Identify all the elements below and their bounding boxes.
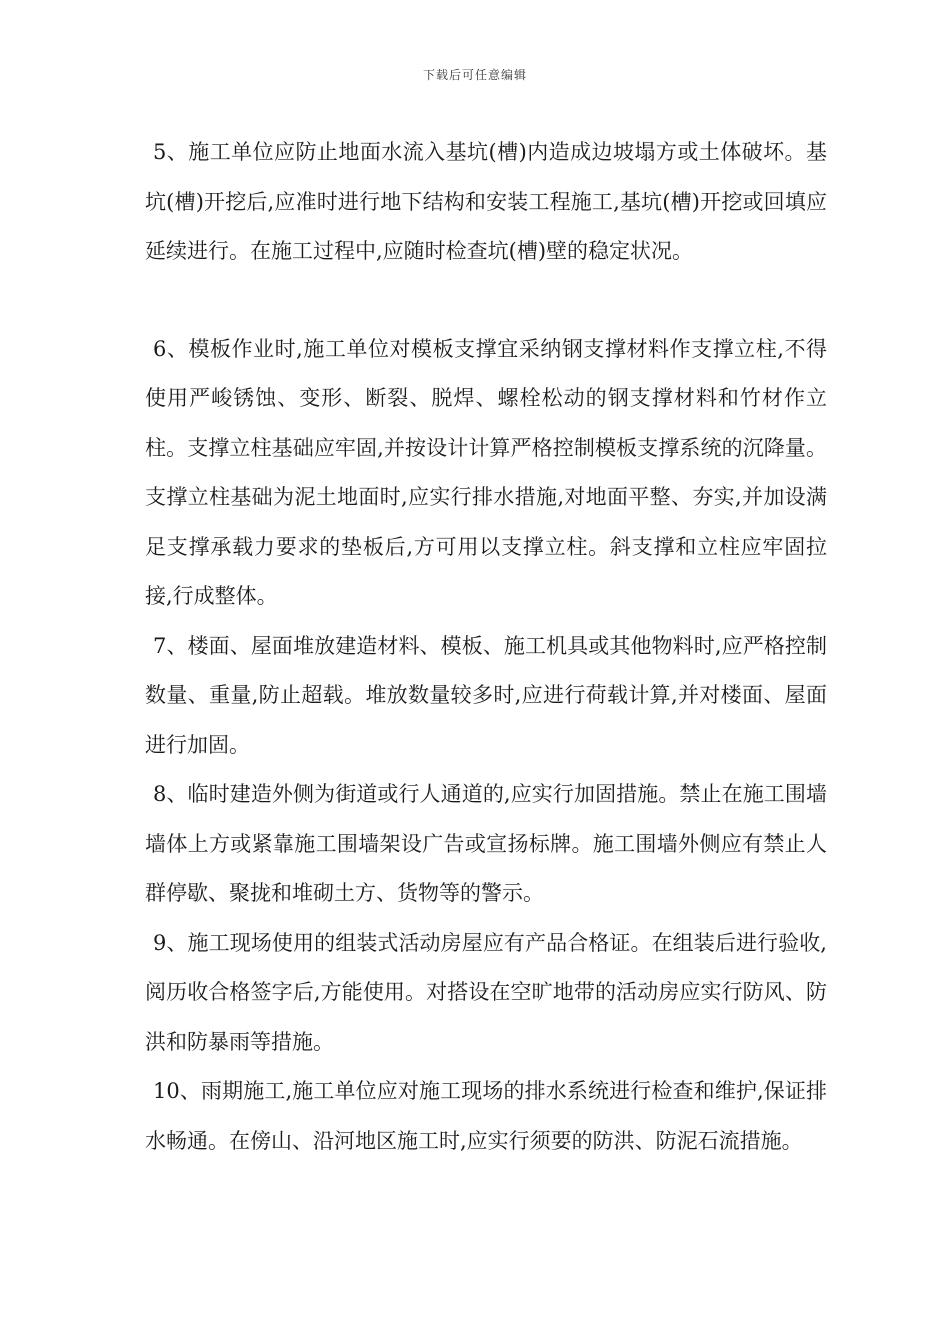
paragraph-item-5: 5、施工单位应防止地面水流入基坑(槽)内造成边坡塌方或土体破坏。基坑(槽)开挖后,应准时进行地下结构和安装工程施工,基坑(槽)开挖或回填应延续进行。在施工过程中,应随时检查坑(槽)壁的稳定状况。: [145, 140, 827, 263]
page-header-note: 下载后可任意编辑: [422, 68, 527, 82]
paragraph-item-8: 8、临时建造外侧为街道或行人通道的,应实行加固措施。禁止在施工围墙墙体上方或紧靠施工围墙架设广告或宣扬标牌。施工围墙外侧应有禁止人群停歇、聚拢和堆砌土方、货物等的警示。: [145, 782, 827, 905]
paragraph-item-6: 6、模板作业时,施工单位对模板支撑宜采纳钢支撑材料作支撑立柱,不得使用严峻锈蚀、变形、断裂、脱焊、螺栓松动的钢支撑材料和竹材作立柱。支撑立柱基础应牢固,并按设计计算严格控制模板支撑系统的沉降量。支撑立柱基础为泥土地面时,应实行排水措施,对地面平整、夯实,并加设满足支撑承载力要求的垫板后,方可用以支撑立柱。斜支撑和立柱应牢固拉接,行成整体。: [145, 336, 827, 608]
document-body: [145, 128, 827, 1166]
paragraph-item-9: 9、施工现场使用的组装式活动房屋应有产品合格证。在组装后进行验收,阅历收合格签字后,方能使用。对搭设在空旷地带的活动房应实行防风、防洪和防暴雨等措施。: [145, 930, 827, 1054]
paragraph-item-10: 10、雨期施工,施工单位应对施工现场的排水系统进行检查和维护,保证排水畅通。在傍山、沿河地区施工时,应实行须要的防洪、防泥石流措施。: [145, 1079, 827, 1153]
paragraph-item-7: 7、楼面、屋面堆放建造材料、模板、施工机具或其他物料时,应严格控制数量、重量,防止超载。堆放数量较多时,应进行荷载计算,并对楼面、屋面进行加固。: [145, 633, 827, 757]
